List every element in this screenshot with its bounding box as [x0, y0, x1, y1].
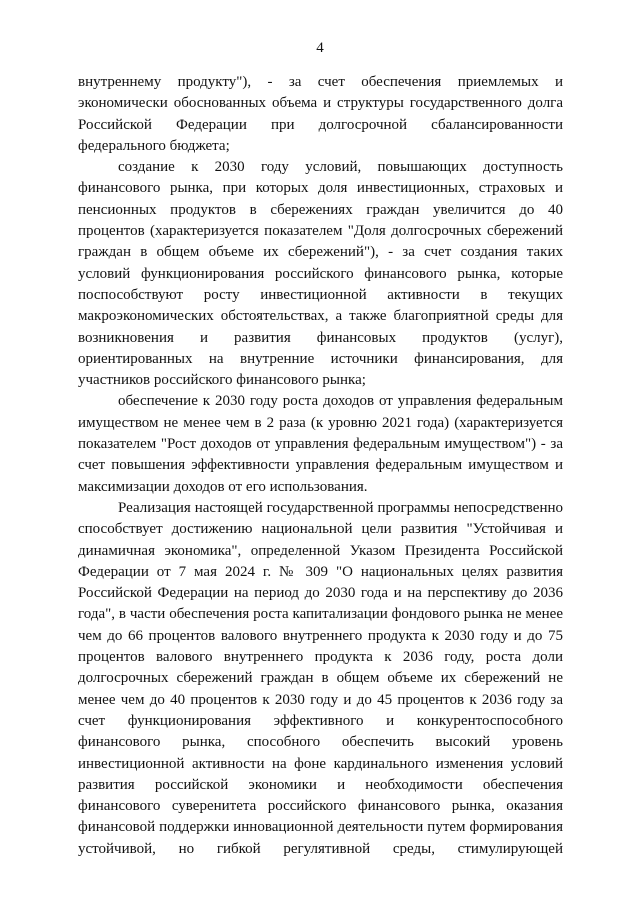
- page-number: 4: [316, 40, 324, 56]
- document-body: [78, 72, 563, 860]
- paragraph-federal-property: обеспечение к 2030 году роста доходов от управления федеральным имуществом не менее чем в 2 раза (к уровню 2021 года) (характеризуется показателем "Рост доходов от управления федеральным имуществом") - за счет повышения эффективности управления федеральным имуществом и максимизации доходов от его использования.: [78, 393, 563, 495]
- paragraph-national-goal: Реализация настоящей государственной программы непосредственно способствует достижению национальной цели развития "Устойчивая и динамичная экономика", определенной Указом Президента Российской Федерации от 7 мая 2024 г. № 309 "О национальных целях развития Российской Федерации на период до 2030 года и на перспективу до 2036 года", в части обеспечения роста капитализации фондового рынка не менее чем до 66 процентов валового внутреннего продукта к 2030 году и до 75 процентов валового внутреннего продукта к 2036 году, роста доли долгосрочных сбережений граждан в общем объеме их сбережений не менее чем до 40 процентов к 2030 году и до 45 процентов к 2036 году за счет функционирования эффективного и конкурентоспособного финансового рынка, способного обеспечить высокий уровень инвестиционной активности на фоне кардинального изменения условий развития российской экономики и необходимости обеспечения финансового суверенитета российского финансового рынка, оказания финансовой поддержки инновационной деятельности путем формирования устойчивой, но гибкой регулятивной среды, стимулирующей: [78, 499, 563, 857]
- paragraph-budget-continuation: внутреннему продукту"), - за счет обеспечения приемлемых и экономически обоснованных объема и структуры государственного долга Российской Федерации при долгосрочной сбалансированности федерального бюджета;: [78, 74, 563, 154]
- paragraph-financial-market: создание к 2030 году условий, повышающих доступность финансового рынка, при которых доля инвестиционных, страховых и пенсионных продуктов в сбережениях граждан увеличится до 40 процентов (характеризуется показателем "Доля долгосрочных сбережений граждан в общем объеме их сбережений"), - за счет создания таких условий функционирования российского финансового рынка, которые поспособствуют росту инвестиционной активности в текущих макроэкономических обстоятельствах, а также благоприятной среды для возникновения и развития финансовых продуктов (услуг), ориентированных на внутренние источники финансирования, для участников российского финансового рынка;: [78, 159, 563, 389]
